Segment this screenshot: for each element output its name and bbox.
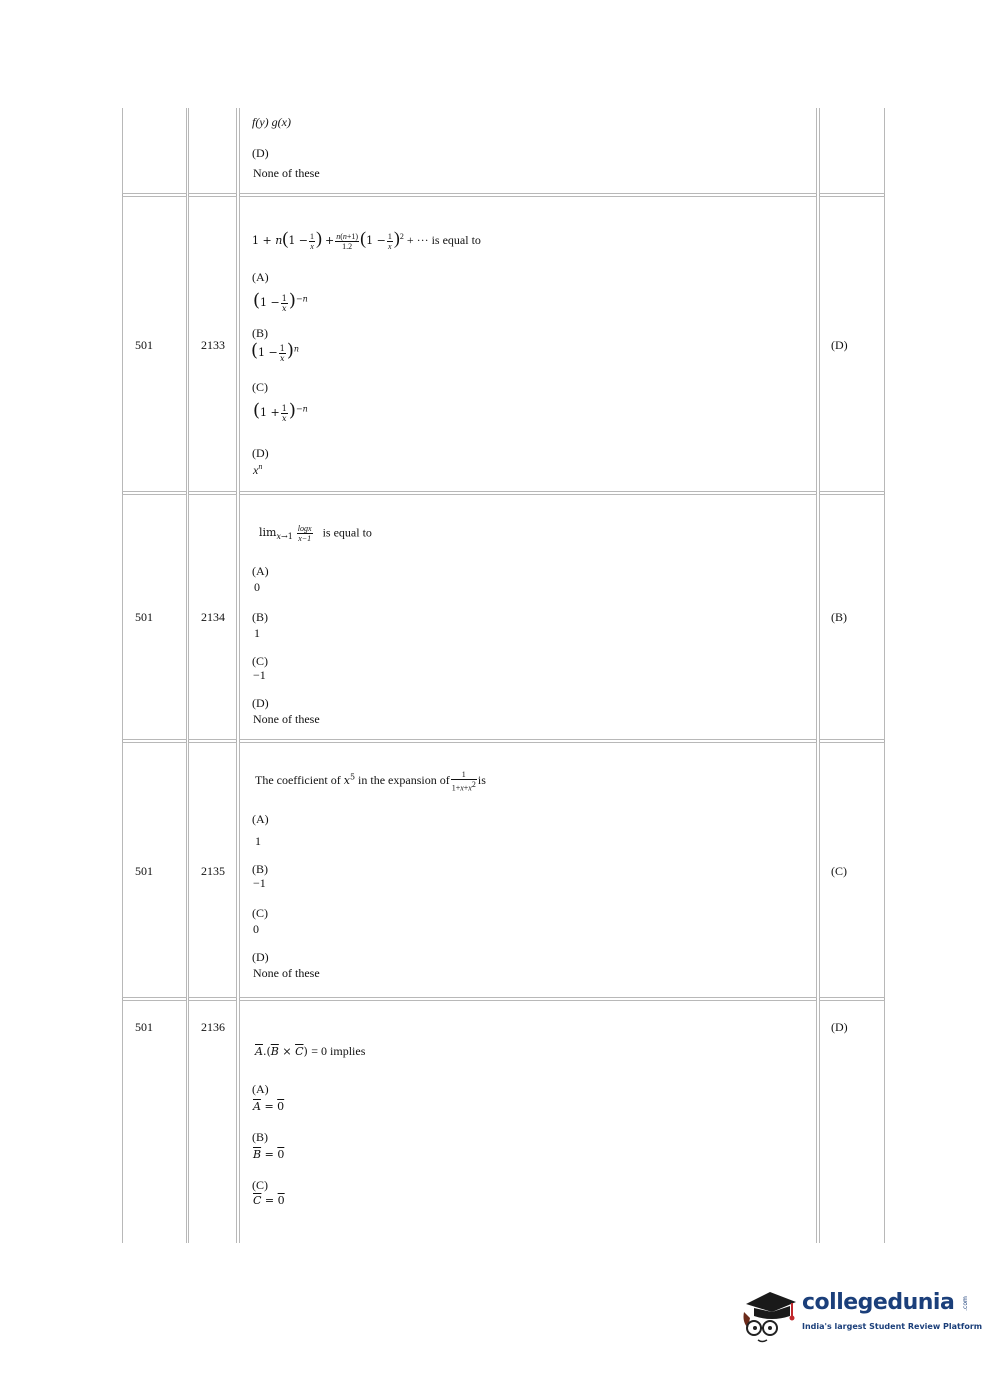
- option-d-label: (D): [252, 950, 269, 964]
- question-number: 2135: [201, 864, 225, 878]
- collegedunia-logo: [740, 1282, 983, 1352]
- option-a-value: $\overline{A} = 0$: [253, 1100, 285, 1113]
- option-a-label: (A): [252, 270, 269, 284]
- table-row: [122, 196, 886, 492]
- answer-key: (D): [831, 1020, 848, 1034]
- question-number: 2133: [201, 338, 225, 352]
- option-b-value: 1: [254, 626, 260, 640]
- option-a-value: 0: [254, 580, 260, 594]
- brand-name: collegedunia: [802, 1290, 955, 1315]
- table-row: [122, 110, 886, 194]
- option-a-label: (A): [252, 812, 269, 826]
- subject-code: 501: [135, 864, 153, 878]
- option-d-label: (D): [252, 696, 269, 710]
- question-number: 2136: [201, 1020, 225, 1034]
- table-row: [122, 1000, 886, 1241]
- option-c-value: $\overline{C} = 0$: [253, 1194, 285, 1207]
- answer-key: (C): [831, 864, 847, 878]
- option-d-value: None of these: [253, 166, 320, 180]
- answer-key: (B): [831, 610, 847, 624]
- option-b-value: $\overline{B} = 0$: [253, 1148, 285, 1161]
- question-stem: $\lim_{x\to 1}$ $\frac{\log x}{x-1}$ is equal to: [259, 524, 372, 543]
- brand-tagline: India's largest Student Review Platform: [802, 1322, 983, 1331]
- option-c-value: (1 + $\frac{1}{x}$ )$^{-n}$: [253, 400, 308, 423]
- option-a-value: 1: [255, 834, 261, 848]
- question-stem-suffix: + ··· is equal to: [406, 233, 481, 247]
- answer-key: (D): [831, 338, 848, 352]
- option-b-value: −1: [253, 876, 266, 890]
- question-stem: 1 + n(1 − $\frac{1}{x}$ ) + $\frac{n(n+1)}{1.2}$ (1 − $\frac{1}{x}$ )$^2$ + ··· is equal to: [252, 228, 481, 251]
- mascot-icon: [740, 1282, 802, 1344]
- option-d-value: None of these: [253, 712, 320, 726]
- option-a-label: (A): [252, 1082, 269, 1096]
- option-c-label: (C): [252, 1178, 268, 1192]
- subject-code: 501: [135, 610, 153, 624]
- option-b-label: (B): [252, 610, 268, 624]
- table-row: [122, 742, 886, 998]
- option-b-label: (B): [252, 1130, 268, 1144]
- question-number: 2134: [201, 610, 225, 624]
- subject-code: 501: [135, 338, 153, 352]
- option-b-label: (B): [252, 862, 268, 876]
- option-d-label: (D): [252, 446, 269, 460]
- question-table: [122, 110, 886, 1241]
- option-c-label: (C): [252, 906, 268, 920]
- subject-code: 501: [135, 1020, 153, 1034]
- option-b-label: (B): [252, 326, 268, 340]
- question-stem: The coefficient of $x^5$ in the expansion of $\frac{1}{1+x+x^2}$ is: [255, 770, 486, 793]
- option-d-label: (D): [252, 146, 269, 160]
- option-c-label: (C): [252, 654, 268, 668]
- option-c-label: (C): [252, 380, 268, 394]
- option-d-value: None of these: [253, 966, 320, 980]
- table-row: [122, 494, 886, 740]
- question-stem: $\overline{A}.(\overline{B} \times \overline{C}) = 0$ implies: [255, 1044, 366, 1058]
- option-c-value: −1: [253, 668, 266, 682]
- option-a-label: (A): [252, 564, 269, 578]
- question-stem-suffix: is equal to: [322, 525, 372, 540]
- brand-domain: .com: [961, 1296, 969, 1311]
- option-c-value: 0: [253, 922, 259, 936]
- option-a-value: (1 − $\frac{1}{x}$ )$^{-n}$: [253, 290, 308, 313]
- option-b-value: (1 − $\frac{1}{x}$ )$^n$: [251, 340, 300, 363]
- option-d-value: $x^n$: [253, 462, 263, 477]
- option-c-value: f(y) g(x): [252, 115, 291, 129]
